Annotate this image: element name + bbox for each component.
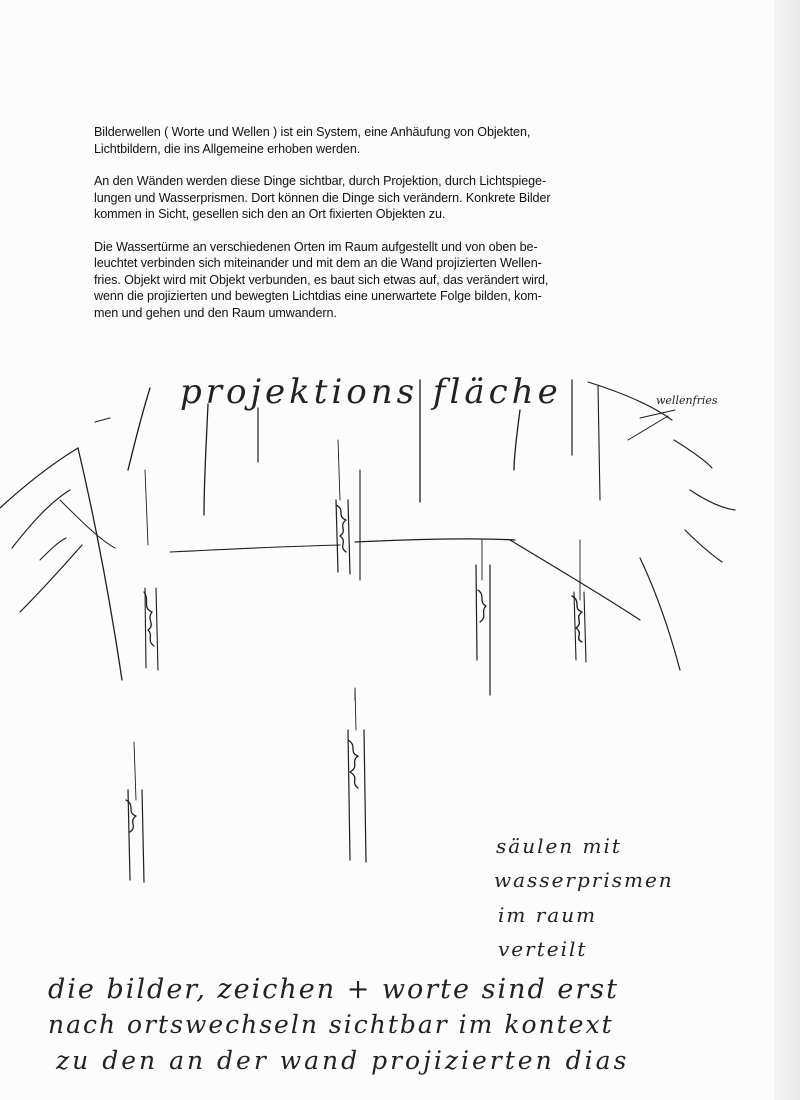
- bottom-note-line-1: die bilder, zeichen + worte sind erst: [48, 974, 619, 1005]
- typed-paragraph-2: An den Wänden werden diese Dinge sichtbar, durch Projektion, durch Lichtspiege- lungen und Wasserprismen. Dort können die Dinge sich verändern. Konkrete Bilder kommen in Sicht, gesellen sich den an Ort fixierten Objekten zu.: [94, 174, 551, 221]
- projection-surface-label: projektions fläche: [180, 372, 562, 412]
- columns-note-line-2: wasserprismen: [494, 868, 674, 892]
- bottom-note-line-3: zu den an der wand projizierten dias: [56, 1046, 630, 1075]
- typed-paragraph-1: Bilderwellen ( Worte und Wellen ) ist ein System, eine Anhäufung von Objekten, Lichtbildern, die ins Allgemeine erhoben werden.: [94, 125, 531, 156]
- wave-frieze-label: wellenfries: [656, 394, 718, 407]
- bottom-note-line-2: nach ortswechseln sichtbar im kontext: [48, 1010, 614, 1039]
- columns-note-line-1: säulen mit: [496, 834, 622, 858]
- typed-paragraph-3: Die Wassertürme an verschiedenen Orten im Raum aufgestellt und von oben be- leuchtet verbinden sich miteinander und mit dem an die Wand projizierten Wellen- fries. Objekt wird mit Objekt verbunden, es baut sich etwas auf, das verändert wird, wenn die projizierten und bewegten Lichtdias eine unerwartete Folge bilden, kom- men und gehen und den Raum umwandern.: [94, 239, 549, 320]
- columns-note-line-3: im raum: [498, 903, 598, 927]
- columns-note-line-4: verteilt: [498, 937, 588, 961]
